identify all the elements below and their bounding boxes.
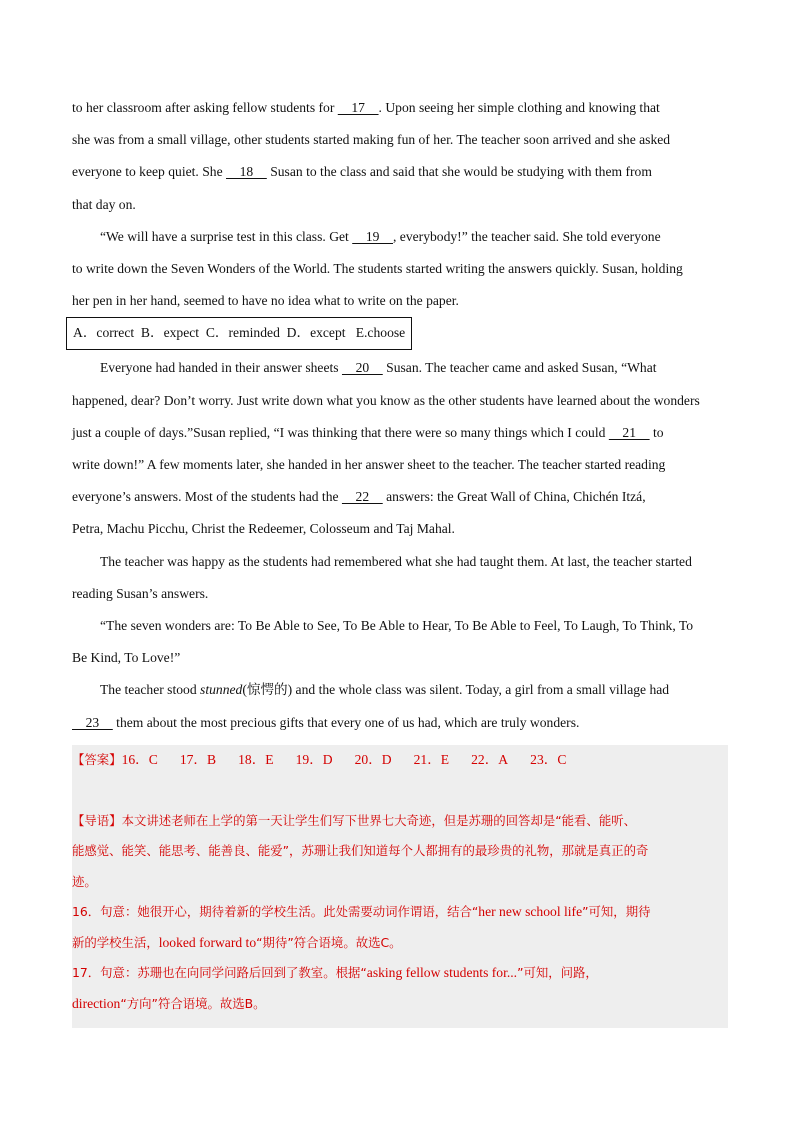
guide-line bbox=[72, 806, 728, 837]
explanation-16 bbox=[72, 928, 728, 959]
passage-line bbox=[72, 707, 728, 739]
blank-19: 19 bbox=[352, 228, 393, 244]
text: 16．句意：她很开心，期待着新的学校生活。此处需要动词作谓语，结合“ bbox=[72, 904, 479, 919]
text: ”可知，期待 bbox=[582, 904, 651, 919]
answer-item: 19．D bbox=[295, 752, 333, 767]
passage-line: to write down the Seven Wonders of the World. The students started writing the answers quickly. Susan, holding bbox=[72, 261, 683, 277]
options-row bbox=[72, 317, 728, 352]
explanation-17 bbox=[72, 989, 728, 1020]
text: “期待”符合语境。故选C。 bbox=[256, 934, 402, 950]
blank-17: 17 bbox=[337, 100, 379, 115]
text: to her classroom after asking fellow students for bbox=[72, 100, 338, 115]
text: Everyone had handed in their answer sheets bbox=[100, 360, 342, 376]
text: “We will have a surprise test in this class. Get bbox=[100, 228, 353, 244]
text: , everybody!” the teacher said. She told everyone bbox=[393, 228, 661, 244]
text: (惊愕的) and the whole class was silent. Today, a girl from a small village had bbox=[242, 682, 670, 698]
passage-line: reading Susan’s answers. bbox=[72, 585, 209, 601]
text: 17．句意：苏珊也在向同学问路后回到了教室。根据“ bbox=[72, 965, 367, 980]
text: direction bbox=[72, 995, 121, 1011]
passage-line bbox=[72, 92, 728, 124]
text: asking fellow students for... bbox=[366, 965, 518, 980]
passage-line: Petra, Machu Picchu, Christ the Redeemer, Colosseum and Taj Mahal. bbox=[72, 521, 455, 537]
passage-line bbox=[72, 674, 728, 706]
text: Susan to the class and said that she would be studying with them from bbox=[266, 164, 652, 180]
text: 新的学校生活， bbox=[72, 934, 159, 950]
passage-line bbox=[72, 417, 728, 449]
answer-item: 18．E bbox=[238, 752, 274, 767]
passage-line: “The seven wonders are: To Be Able to See, To Be Able to Hear, To Be Able to Feel, To Laugh, To Think, To bbox=[100, 618, 694, 634]
passage-line bbox=[72, 221, 728, 253]
options-box: A．correct B．expect C．reminded D．except E.choose bbox=[66, 317, 412, 350]
passage bbox=[72, 92, 728, 739]
text: her new school life bbox=[478, 904, 583, 919]
answer-item: 17．B bbox=[179, 752, 217, 767]
answer-item: 16．C bbox=[121, 752, 158, 767]
passage-line: she was from a small village, other students started making fun of her. The teacher soon arrived and she asked bbox=[72, 132, 671, 148]
text: everyone’s answers. Most of the students had the bbox=[72, 489, 342, 505]
text: to bbox=[649, 424, 664, 440]
text: answers: the Great Wall of China, Chichén Itzá, bbox=[382, 489, 646, 505]
text: ”可知，问路， bbox=[517, 965, 598, 980]
text: 本文讲述老师在上学的第一天让学生们写下世界七大奇迹，但是苏珊的回答却是“能看、能听、 bbox=[121, 812, 636, 828]
answer-item: 21．E bbox=[413, 752, 450, 767]
text: “方向”符合语境。故选B。 bbox=[120, 995, 266, 1011]
text: just a couple of days.”Susan replied, “I was thinking that there were so many things which I could bbox=[72, 424, 609, 440]
blank-23: 23 bbox=[72, 714, 113, 730]
explanation-16 bbox=[72, 897, 728, 928]
passage-line: The teacher was happy as the students had remembered what she had taught them. At last, the teacher started bbox=[100, 553, 692, 569]
answer-item: 20．D bbox=[354, 752, 392, 767]
passage-line: that day on. bbox=[72, 196, 136, 212]
answer-item: 22．A bbox=[471, 752, 509, 767]
text: them about the most precious gifts that every one of us had, which are truly wonders. bbox=[112, 714, 580, 730]
passage-line bbox=[72, 481, 728, 513]
passage-line bbox=[72, 352, 728, 384]
explanation-17 bbox=[72, 958, 728, 989]
answer-label: 【答案】 bbox=[72, 752, 122, 767]
emphasis-word: stunned bbox=[200, 682, 243, 698]
blank-21: 21 bbox=[608, 424, 650, 440]
text: . Upon seeing her simple clothing and knowing that bbox=[378, 100, 660, 115]
text: everyone to keep quiet. She bbox=[72, 164, 227, 180]
text: looked forward to bbox=[158, 934, 257, 950]
answer-item: 23．C bbox=[530, 752, 567, 767]
text: The teacher stood bbox=[100, 682, 201, 698]
passage-line bbox=[72, 156, 728, 188]
passage-line: her pen in her hand, seemed to have no idea what to write on the paper. bbox=[72, 293, 459, 309]
spacer bbox=[72, 776, 728, 806]
guide-label: 【导语】 bbox=[72, 812, 122, 828]
answer-panel bbox=[72, 745, 728, 1028]
blank-22: 22 bbox=[341, 489, 383, 505]
passage-line: write down!” A few moments later, she handed in her answer sheet to the teacher. The teacher started reading bbox=[72, 457, 666, 473]
passage-line: Be Kind, To Love!” bbox=[72, 650, 181, 666]
guide-line: 能感觉、能笑、能思考、能善良、能爱”，苏珊让我们知道每个人都拥有的最珍贵的礼物，那就是真正的奇 bbox=[72, 843, 649, 858]
blank-20: 20 bbox=[341, 360, 383, 376]
blank-18: 18 bbox=[226, 164, 267, 180]
answer-key bbox=[72, 745, 728, 776]
text: Susan. The teacher came and asked Susan, “What bbox=[382, 360, 657, 376]
guide-line: 迹。 bbox=[72, 873, 97, 889]
passage-line: happened, dear? Don’t worry. Just write down what you know as the other students have learned about the wonders bbox=[72, 392, 700, 408]
